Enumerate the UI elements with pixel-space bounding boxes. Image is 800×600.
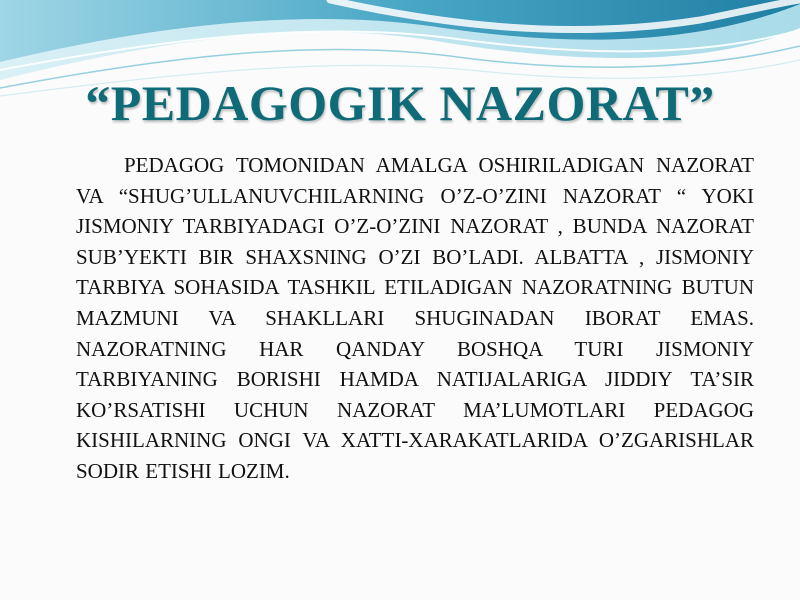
slide-title: “PEDAGOGIK NAZORAT” bbox=[85, 75, 715, 131]
slide-body-text: PEDAGOG TOMONIDAN AMALGA OSHIRILADIGAN NAZORAT VA “SHUG’ULLANUVCHILARNING O’Z-O’ZINI NAZORAT “ YOKI JISMONIY TARBIYADAGI O’Z-O’ZINI NAZORAT , BUNDA NAZORAT SUB’YEKTI BIR SHAXSNING O’ZI BO’LADI. ALBATTA , JISMONIY TARBIYA SOHASIDA TASHKIL ETILADIGAN NAZORATNING BUTUN MAZMUNI VA SHAKLLARI SHUGINADAN IBORAT EMAS. NAZORATNING HAR QANDAY BOSHQA TURI JISMONIY TARBIYANING BORISHI HAMDA NATIJALARIGA JIDDIY TA’SIR KO’RSATISHI UCHUN NAZORAT MA’LUMOTLARI PEDAGOG KISHILARNING ONGI VA XATTI-XARAKATLARIDA O’ZGARISHLAR SODIR ETISHI LOZIM. bbox=[76, 153, 754, 483]
